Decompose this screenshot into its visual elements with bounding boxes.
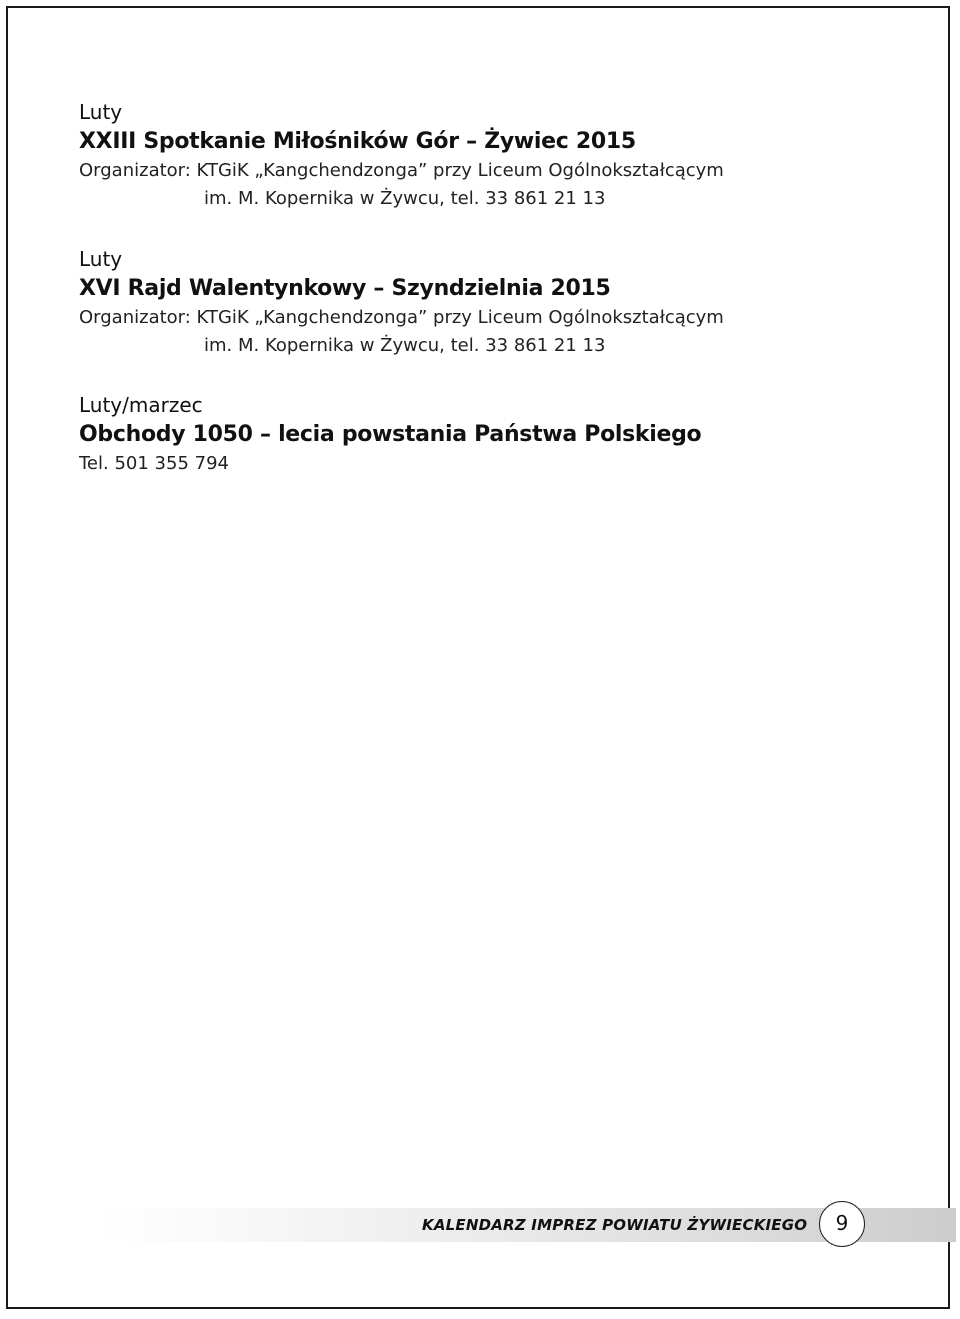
event-title: Obchody 1050 – lecia powstania Państwa Polskiego bbox=[79, 422, 702, 447]
event-date: Luty bbox=[79, 100, 123, 124]
page-number: 9 bbox=[819, 1201, 865, 1247]
event-title: XXIII Spotkanie Miłośników Gór – Żywiec 2015 bbox=[79, 129, 636, 154]
event-date: Luty/marzec bbox=[79, 393, 203, 417]
event-date: Luty bbox=[79, 247, 123, 271]
event-phone: Tel. 501 355 794 bbox=[79, 453, 229, 474]
event-entry bbox=[79, 390, 919, 478]
event-organizer: Organizator: KTGiK „Kangchendzonga” przy Liceum Ogólnokształcącym bbox=[79, 307, 724, 328]
event-entry bbox=[79, 244, 919, 360]
event-address: im. M. Kopernika w Żywcu, tel. 33 861 21 13 bbox=[204, 188, 606, 209]
event-organizer: Organizator: KTGiK „Kangchendzonga” przy Liceum Ogólnokształcącym bbox=[79, 160, 724, 181]
footer-title: KALENDARZ IMPREZ POWIATU ŻYWIECKIEGO bbox=[422, 1216, 808, 1234]
event-entry bbox=[79, 97, 919, 213]
event-address: im. M. Kopernika w Żywcu, tel. 33 861 21 13 bbox=[204, 335, 606, 356]
event-title: XVI Rajd Walentynkowy – Szyndzielnia 2015 bbox=[79, 276, 611, 301]
